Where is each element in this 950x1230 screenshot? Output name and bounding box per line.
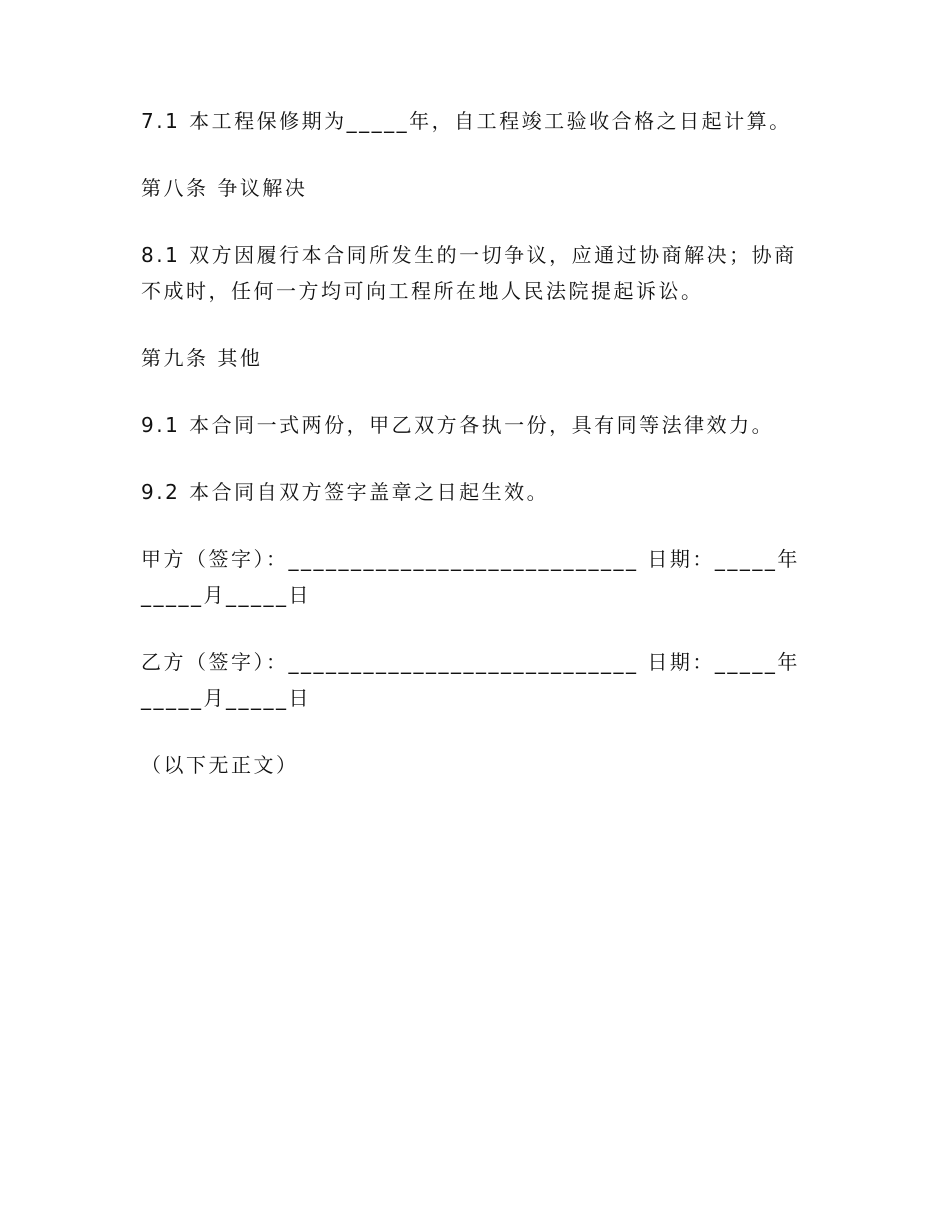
end-note: （以下无正文）	[141, 753, 299, 777]
party-b-signature-line: 乙方（签字）：____________________________ 日期：_____年_____月_____日	[141, 650, 800, 710]
section-heading-9: 第九条 其他	[141, 346, 263, 370]
clause-8-1: 8.1 双方因履行本合同所发生的一切争议，应通过协商解决；协商不成时，任何一方均可向工程所在地人民法院提起诉讼。	[141, 243, 797, 303]
clause-9-1: 9.1 本合同一式两份，甲乙双方各执一份，具有同等法律效力。	[141, 413, 775, 437]
clause-7-1: 7.1 本工程保修期为_____年，自工程竣工验收合格之日起计算。	[141, 109, 792, 133]
clause-9-2: 9.2 本合同自双方签字盖章之日起生效。	[141, 480, 550, 504]
document-body	[141, 103, 806, 783]
party-a-signature-line: 甲方（签字）：____________________________ 日期：_____年_____月_____日	[141, 547, 800, 607]
section-heading-8: 第八条 争议解决	[141, 176, 308, 200]
